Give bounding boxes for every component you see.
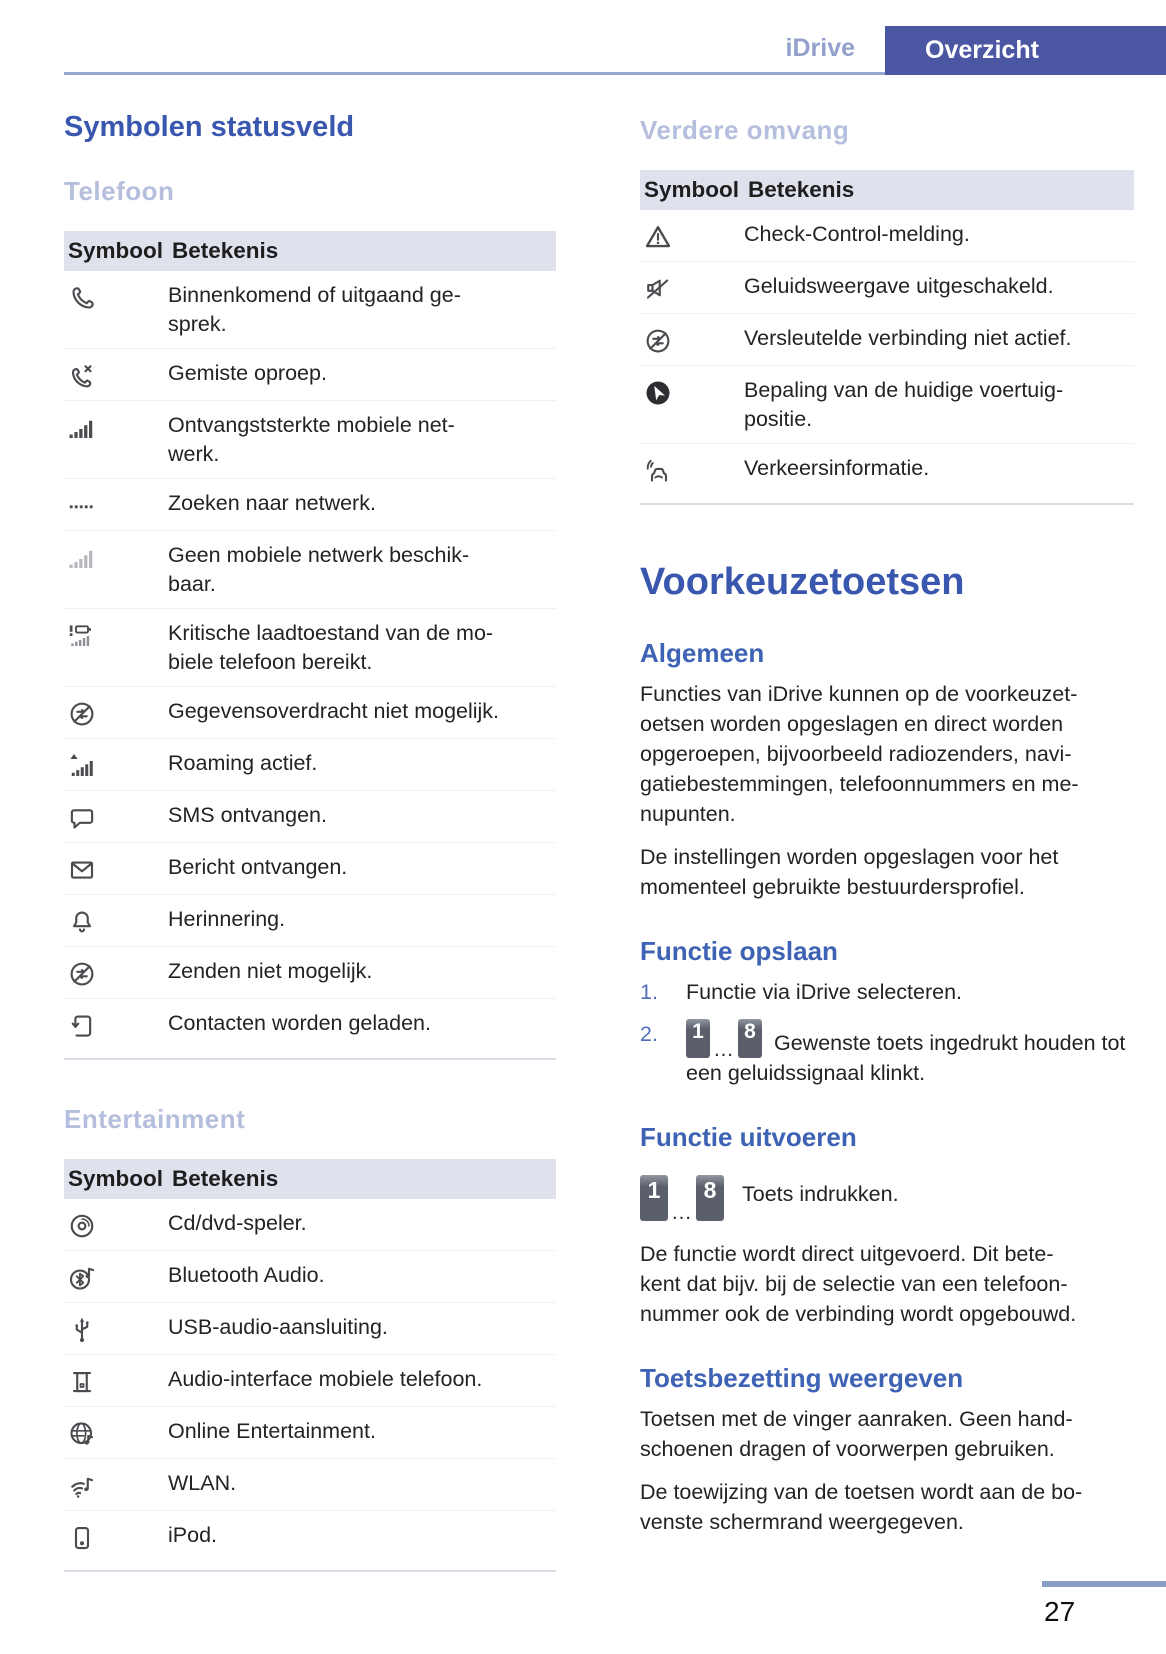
- text-line: Versleutelde verbinding niet actief.: [744, 326, 1072, 350]
- table-row: [64, 271, 556, 348]
- text-line: Zoeken naar netwerk.: [168, 491, 376, 515]
- text-line: Contacten worden geladen.: [168, 1011, 431, 1035]
- paragraph: [640, 842, 1134, 902]
- section-heading: Toetsbezetting weergeven: [640, 1363, 964, 1393]
- text-line: oetsen worden opgeslagen en direct worden: [640, 712, 1064, 736]
- symbol-meaning: [168, 281, 556, 339]
- section-heading: Algemeen: [640, 638, 765, 668]
- symbol-meaning: [168, 1365, 556, 1397]
- symbol-meaning: [168, 619, 556, 677]
- key-1-icon: 1: [640, 1175, 668, 1221]
- text-line: Gemiste oproep.: [168, 361, 327, 385]
- column-header-betekenis: Betekenis: [172, 1166, 279, 1191]
- table-row: [64, 1199, 556, 1250]
- text-line: Functies van iDrive kunnen op de voorkeuzet-: [640, 682, 1078, 706]
- text-line: Gegevensoverdracht niet mogelijk.: [168, 699, 500, 723]
- symbol-meaning: [168, 1009, 556, 1041]
- subsection-title-verdere-omvang: Verdere omvang: [640, 115, 850, 145]
- text-line: Bericht ontvangen.: [168, 855, 348, 879]
- symbol-table: [64, 231, 556, 1060]
- text-line: Bluetooth Audio.: [168, 1263, 325, 1287]
- text-line: werk.: [168, 442, 220, 466]
- text-line: Cd/dvd-speler.: [168, 1211, 307, 1235]
- online-entertainment-icon: [64, 1417, 168, 1449]
- text-line: De toewijzing van de toetsen wordt aan de bo-: [640, 1480, 1083, 1504]
- table-row: [640, 313, 1134, 365]
- keyline: [640, 1175, 1134, 1224]
- column-header-symbool: Symbool: [644, 177, 740, 202]
- symbol-meaning: [168, 957, 556, 989]
- vehicle-position-icon: [640, 376, 744, 434]
- section-heading: Functie opslaan: [640, 936, 838, 966]
- table-row: [64, 400, 556, 478]
- symbol-table: [64, 1159, 556, 1572]
- text-line: De functie wordt direct uitgevoerd. Dit bete-: [640, 1242, 1054, 1266]
- contacts-loading-icon: [64, 1009, 168, 1041]
- text-line: iPod.: [168, 1523, 218, 1547]
- text-line: Geen mobiele netwerk beschik-: [168, 543, 470, 567]
- section-heading: Functie uitvoeren: [640, 1122, 857, 1152]
- symbol-table: [640, 170, 1134, 505]
- reminder-icon: [64, 905, 168, 937]
- table-header-row: [64, 1159, 556, 1199]
- sms-icon: [64, 801, 168, 833]
- symbol-meaning: [168, 697, 556, 729]
- column-header-betekenis: Betekenis: [172, 238, 279, 263]
- symbol-meaning: [168, 489, 556, 521]
- no-network-icon: [64, 541, 168, 599]
- key-8-icon: 8: [696, 1175, 724, 1221]
- encrypted-connection-icon: [640, 324, 744, 356]
- breadcrumb: iDrive: [785, 33, 855, 62]
- text-line: positie.: [744, 407, 813, 431]
- network-search-icon: [64, 489, 168, 521]
- table-row: [640, 210, 1134, 261]
- phone-icon: [64, 281, 168, 339]
- paragraph: [640, 1477, 1134, 1537]
- table-row: [640, 365, 1134, 443]
- wlan-icon: [64, 1469, 168, 1501]
- table-row: [64, 530, 556, 608]
- text-line: De instellingen worden opgeslagen voor het: [640, 845, 1059, 869]
- symbol-meaning: [168, 1209, 556, 1241]
- left-column: [64, 75, 556, 1572]
- signal-strength-icon: [64, 411, 168, 469]
- text-line: opgeroepen, bijvoorbeeld radiozenders, navi-: [640, 742, 1072, 766]
- header-rule: [64, 26, 885, 75]
- footer-rule: [1042, 1581, 1166, 1587]
- symbol-meaning: [744, 272, 1134, 304]
- page-header: [0, 26, 1166, 75]
- column-header-symbool: Symbool: [68, 1166, 164, 1191]
- text-line: venste schermrand weergegeven.: [640, 1510, 964, 1534]
- table-row: [64, 790, 556, 842]
- paragraph: [640, 679, 1134, 829]
- preset-keys: [640, 1175, 724, 1224]
- table-row: [64, 1406, 556, 1458]
- cd-dvd-icon: [64, 1209, 168, 1241]
- audio-interface-icon: [64, 1365, 168, 1397]
- table-row: [64, 1458, 556, 1510]
- table-row: [640, 443, 1134, 495]
- numbered-steps: [640, 977, 1134, 1088]
- text-line: Verkeersinformatie.: [744, 456, 930, 480]
- right-sections: [640, 638, 1134, 1537]
- symbol-meaning: [168, 1261, 556, 1293]
- text-line: Kritische laadtoestand van de mo-: [168, 621, 494, 645]
- table-row: [64, 738, 556, 790]
- missed-call-icon: [64, 359, 168, 391]
- roaming-icon: [64, 749, 168, 781]
- symbol-meaning: [744, 376, 1134, 434]
- step-text: Functie via iDrive selecteren.: [686, 980, 963, 1004]
- text-line: kent dat bijv. bij de selectie van een telefoon-: [640, 1272, 1068, 1296]
- symbol-meaning: [744, 454, 1134, 486]
- text-line: SMS ontvangen.: [168, 803, 327, 827]
- paragraph: [640, 1404, 1134, 1464]
- text-line: momenteel gebruikte bestuurdersprofiel.: [640, 875, 1025, 899]
- table-row: [64, 1510, 556, 1562]
- symbol-meaning: [168, 801, 556, 833]
- text-line: Zenden niet mogelijk.: [168, 959, 373, 983]
- check-control-icon: [640, 220, 744, 252]
- text-line: Audio-interface mobiele telefoon.: [168, 1367, 483, 1391]
- symbol-meaning: [168, 1417, 556, 1449]
- ellipsis: …: [713, 1038, 735, 1061]
- table-row: [64, 1250, 556, 1302]
- ipod-icon: [64, 1521, 168, 1553]
- text-line: Ontvangststerkte mobiele net-: [168, 413, 455, 437]
- text-line: Roaming actief.: [168, 751, 318, 775]
- text-line: Geluidsweergave uitgeschakeld.: [744, 274, 1054, 298]
- step-number: 2.: [640, 1022, 658, 1046]
- page-number: 27: [1044, 1596, 1076, 1627]
- table-row: [64, 1302, 556, 1354]
- message-icon: [64, 853, 168, 885]
- text-line: nupunten.: [640, 802, 736, 826]
- column-header-symbool: Symbool: [68, 238, 164, 263]
- battery-critical-icon: [64, 619, 168, 677]
- content-columns: [0, 75, 1166, 1572]
- key-8-icon: 8: [738, 1019, 762, 1058]
- left-sections: [64, 176, 556, 1572]
- text-line: schoenen dragen of voorwerpen gebruiken.: [640, 1437, 1055, 1461]
- text-line: WLAN.: [168, 1471, 237, 1495]
- symbol-meaning: [168, 853, 556, 885]
- table-row: [64, 894, 556, 946]
- preset-keys: [686, 1019, 762, 1061]
- usb-audio-icon: [64, 1313, 168, 1345]
- ellipsis: …: [671, 1201, 693, 1224]
- symbol-meaning: [744, 220, 1134, 252]
- table-row: [64, 842, 556, 894]
- text-line: sprek.: [168, 312, 227, 336]
- text-line: USB-audio-aansluiting.: [168, 1315, 388, 1339]
- step-item: [640, 977, 1134, 1007]
- page-footer: [1042, 1581, 1166, 1628]
- text-line: Bepaling van de huidige voertuig-: [744, 378, 1064, 402]
- table-row: [64, 348, 556, 400]
- step-number: 1.: [640, 980, 658, 1004]
- table-row: [64, 1354, 556, 1406]
- subsection-title-entertainment: Entertainment: [64, 1104, 246, 1134]
- keyline-text: Toets indrukken.: [742, 1182, 899, 1206]
- paragraph: [640, 1239, 1134, 1329]
- symbol-meaning: [168, 905, 556, 937]
- text-line: baar.: [168, 572, 216, 596]
- verdere-omvang-table-container: [640, 170, 1134, 505]
- symbol-meaning: [168, 411, 556, 469]
- sound-off-icon: [640, 272, 744, 304]
- symbol-meaning: [168, 541, 556, 599]
- symbol-meaning: [168, 1469, 556, 1501]
- text-line: Check-Control-melding.: [744, 222, 970, 246]
- symbol-meaning: [744, 324, 1134, 356]
- text-line: biele telefoon bereikt.: [168, 650, 373, 674]
- right-column: [640, 75, 1134, 1572]
- voorkeuzetoetsen-title: Voorkeuzetoetsen: [640, 561, 965, 603]
- subsection-title-telefoon: Telefoon: [64, 176, 175, 206]
- table-row: [64, 998, 556, 1050]
- bluetooth-audio-icon: [64, 1261, 168, 1293]
- column-header-betekenis: Betekenis: [748, 177, 855, 202]
- text-line: nummer ook de verbinding wordt opgebouwd.: [640, 1302, 1077, 1326]
- traffic-info-icon: [640, 454, 744, 486]
- tab-overzicht: Overzicht: [885, 26, 1166, 75]
- table-row: [640, 261, 1134, 313]
- table-row: [64, 478, 556, 530]
- table-header-row: [64, 231, 556, 271]
- no-data-transfer-icon: [64, 697, 168, 729]
- no-send-icon: [64, 957, 168, 989]
- symbol-meaning: [168, 1313, 556, 1345]
- table-row: [64, 686, 556, 738]
- table-header-row: [640, 170, 1134, 210]
- text-line: gatiebestemmingen, telefoonnummers en me-: [640, 772, 1079, 796]
- text-line: Herinnering.: [168, 907, 286, 931]
- symbol-meaning: [168, 749, 556, 781]
- table-row: [64, 608, 556, 686]
- table-row: [64, 946, 556, 998]
- symbol-meaning: [168, 1521, 556, 1553]
- page-title: Symbolen statusveld: [64, 111, 355, 143]
- key-1-icon: 1: [686, 1019, 710, 1058]
- text-line: Online Entertainment.: [168, 1419, 376, 1443]
- symbol-meaning: [168, 359, 556, 391]
- text-line: Binnenkomend of uitgaand ge-: [168, 283, 461, 307]
- step-text: 1 … 8 Gewenste toets ingedrukt houden tot een geluidssignaal klinkt.: [686, 1020, 1126, 1085]
- text-line: Toetsen met de vinger aanraken. Geen hand-: [640, 1407, 1073, 1431]
- step-item: [640, 1019, 1134, 1088]
